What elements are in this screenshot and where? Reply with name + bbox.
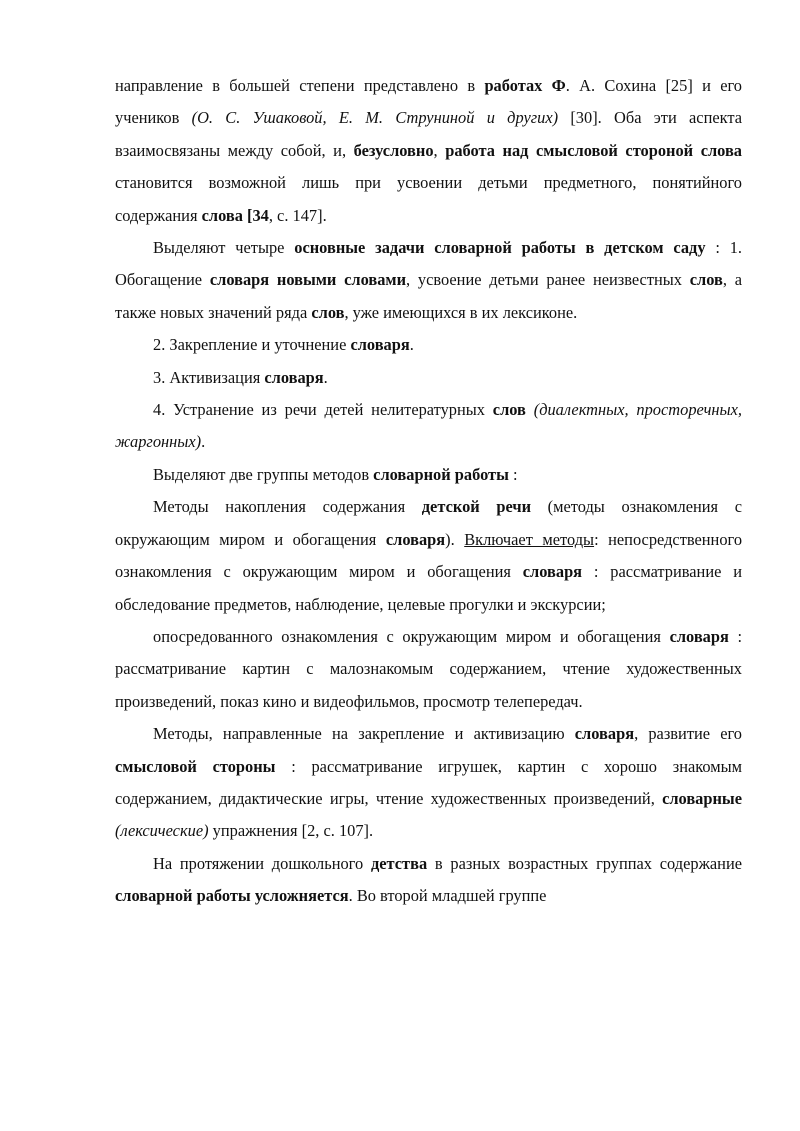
bold-text: словаря: [350, 335, 410, 355]
text-run: в разных возрастных группах содержание: [427, 853, 742, 873]
bold-text: слов: [492, 400, 526, 420]
bold-text: словаря: [264, 367, 324, 387]
paragraph: [115, 491, 742, 621]
bold-text: слов: [689, 270, 723, 290]
bold-text: детской речи: [421, 497, 532, 517]
text-run: .: [201, 432, 206, 452]
paragraph: [115, 329, 742, 361]
text-run: , уже имеющихся в их лексиконе.: [344, 302, 578, 322]
text-run: .: [409, 335, 414, 355]
bold-text: словарной работы усложняется: [115, 886, 349, 906]
bold-text: безусловно: [353, 140, 434, 160]
bold-text: словаря: [669, 626, 729, 646]
underlined-text: Включает методы: [464, 529, 595, 549]
text-run: упражнения [2, с. 107].: [208, 821, 374, 841]
text-run: Выделяют две группы методов: [153, 464, 374, 484]
text-run: . А. Сохина [25] и его учеников: [115, 76, 742, 128]
text-run: , усвоение детьми ранее неизвестных: [406, 270, 690, 290]
text-run: : 1. Обогащение: [115, 238, 742, 290]
paragraph: [115, 848, 742, 913]
bold-text: словаря новыми словами: [209, 270, 407, 290]
bold-text: словарной работы: [373, 464, 509, 484]
text-run: [30]. Оба эти аспекта взаимосвязаны между собой, и,: [115, 108, 743, 160]
bold-text: работах Ф: [484, 76, 566, 95]
bold-text: словаря: [574, 724, 635, 744]
text-run: Выделяют четыре: [153, 238, 295, 258]
text-run: : непосредственного ознакомления с окружающим миром и обогащения: [115, 529, 743, 582]
text-run: : рассматривание игрушек, картин с хорошо знакомым содержанием, дидактические игры, чтение художественных произведений,: [115, 756, 743, 808]
paragraph: [115, 394, 742, 459]
bold-text: основные задачи словарной работы в детском саду: [294, 238, 706, 258]
italic-text: (диалектных, просторечных, жаргонных): [115, 400, 742, 452]
text-run: , с. 147].: [268, 205, 327, 225]
paragraph: [115, 459, 742, 491]
bold-text: словаря: [385, 529, 446, 549]
bold-text: работа над смысловой стороной слова: [445, 140, 742, 160]
text-run: 3. Активизация: [153, 367, 265, 387]
text-run: На протяжении дошкольного: [153, 853, 371, 873]
document-page: [115, 70, 742, 913]
bold-text: смысловой стороны: [115, 756, 276, 776]
text-run: 2. Закрепление и уточнение: [153, 335, 351, 355]
text-run: . Во второй младшей группе: [348, 886, 547, 906]
text-run: (методы ознакомления с окружающим миром и обогащения: [115, 497, 742, 549]
paragraph: [115, 362, 742, 394]
text-run: .: [323, 367, 328, 387]
bold-text: слов: [311, 302, 345, 322]
paragraph: [115, 232, 742, 329]
text-run: ).: [445, 529, 465, 549]
text-run: [526, 400, 534, 419]
text-run: : рассматривание картин с малознакомым содержанием, чтение художественных произведений, показ кино и видеофильмов, просмотр телепередач.: [115, 626, 743, 711]
paragraph: [115, 621, 742, 718]
text-run: ,: [433, 140, 446, 160]
paragraph: [115, 70, 742, 232]
bold-text: слова [34: [201, 205, 269, 225]
text-run: становится возможной лишь при усвоении детьми предметного, понятийного содержания: [115, 173, 742, 225]
text-run: опосредованного ознакомления с окружающим миром и обогащения: [153, 626, 670, 646]
text-run: Методы, направленные на закрепление и активизацию: [153, 724, 575, 744]
italic-text: (О. С. Ушаковой, Е. М. Струниной и других): [191, 108, 559, 128]
bold-text: словаря: [522, 562, 583, 582]
bold-text: словарные: [662, 788, 742, 808]
paragraph: [115, 718, 742, 848]
italic-text: (лексические): [115, 821, 209, 841]
text-run: Методы накопления содержания: [153, 497, 422, 517]
bold-text: детства: [370, 853, 428, 873]
text-run: 4. Устранение из речи детей нелитературных: [153, 400, 493, 420]
text-run: : рассматривание и обследование предметов, наблюдение, целевые прогулки и экскурсии;: [115, 562, 742, 614]
text-run: :: [508, 464, 518, 484]
text-run: , развитие его: [634, 724, 742, 744]
text-run: , а также новых значений ряда: [115, 270, 742, 322]
text-run: направление в большей степени представлено в: [115, 76, 485, 95]
